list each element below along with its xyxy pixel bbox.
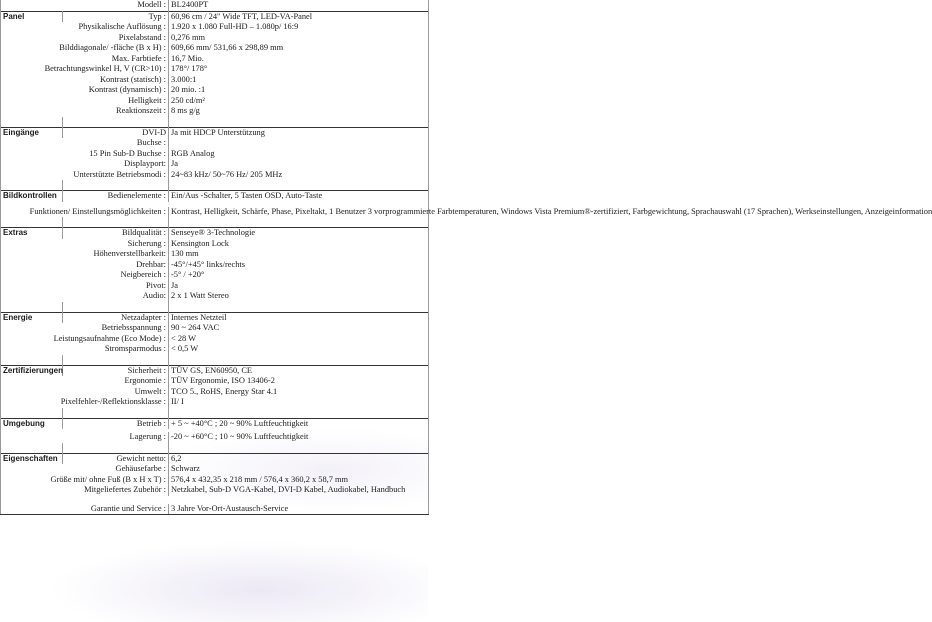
table-row — [1, 159, 429, 170]
table-row — [1, 11, 429, 22]
row-label: Umwelt : — [1, 387, 169, 398]
row-value: 0,276 mm — [169, 33, 429, 44]
row-label: Garantie und Service : — [1, 504, 169, 515]
table-row — [1, 127, 429, 138]
table-row — [1, 432, 429, 443]
table-row — [1, 22, 429, 33]
row-value: Schwarz — [169, 464, 429, 475]
table-row — [1, 43, 429, 54]
section-title-certs: Zertifizierungen — [1, 365, 63, 376]
row-label: Netzadapter : — [63, 312, 169, 323]
table-row — [1, 170, 429, 181]
table-row — [1, 418, 429, 429]
section-title-extras: Extras — [1, 228, 63, 239]
table-row — [1, 387, 429, 398]
table-row — [1, 504, 429, 515]
spacer-row — [1, 180, 429, 191]
row-label: Pixelabstand : — [1, 33, 169, 44]
row-value: Ein/Aus -Schalter, 5 Tasten OSD, Auto-Taste — [169, 191, 429, 202]
row-value: + 5 ~ +40°C ; 20 ~ 90% Luftfeuchtigkeit — [169, 418, 429, 429]
row-value: 2 x 1 Watt Stereo — [169, 291, 429, 302]
table-row — [1, 64, 429, 75]
row-value: < 28 W — [169, 334, 429, 345]
table-row — [1, 85, 429, 96]
row-label: Buchse : — [1, 138, 169, 149]
table-row — [1, 323, 429, 334]
row-value: TCO 5., RoHS, Energy Star 4.1 — [169, 387, 429, 398]
row-value: Ja mit HDCP Unterstützung — [169, 127, 429, 138]
row-label: DVI-D — [63, 127, 169, 138]
row-label: Größe mit/ ohne Fuß (B x H x T) : — [1, 475, 169, 486]
table-row — [1, 96, 429, 107]
row-value: TÜV GS, EN60950, CE — [169, 365, 429, 376]
row-value: Kontrast, Helligkeit, Schärfe, Phase, Pixeltakt, 1 Benutzer 3 vorprogrammierte Farbtemperaturen, Windows Vista Premium®-zertifiziert, Farbgewichtung, Sprachauswahl (17 Sprachen), Werkseinstellungen, Anzeigeinformation — [169, 207, 429, 218]
row-value: 1.920 x 1.080 Full-HD – 1.080p/ 16:9 — [169, 22, 429, 33]
row-label: 15 Pin Sub-D Buchse : — [1, 149, 169, 160]
spacer-row — [1, 443, 429, 454]
spacer-row — [1, 117, 429, 128]
row-label: Stromsparmodus : — [1, 344, 169, 355]
row-label: Lagerung : — [1, 432, 169, 443]
row-value: 130 mm — [169, 249, 429, 260]
row-value: 20 mio. :1 — [169, 85, 429, 96]
section-title-inputs: Eingänge — [1, 127, 63, 138]
row-value: Netzkabel, Sub-D VGA-Kabel, DVI-D Kabel, Audiokabel, Handbuch — [169, 485, 429, 496]
row-value: II/ I — [169, 397, 429, 408]
row-value: Ja — [169, 281, 429, 292]
row-label: Drehbar: — [1, 260, 169, 271]
row-label: Kontrast (dynamisch) : — [1, 85, 169, 96]
table-row — [1, 397, 429, 408]
table-row — [1, 191, 429, 202]
table-row — [1, 75, 429, 86]
row-label: Ergonomie : — [1, 376, 169, 387]
table-row — [1, 106, 429, 117]
table-row — [1, 138, 429, 149]
row-value: 178°/ 178° — [169, 64, 429, 75]
row-label: Betrieb : — [63, 418, 169, 429]
row-value: -45°/+45° links/rechts — [169, 260, 429, 271]
row-value: 24~83 kHz/ 50~76 Hz/ 205 MHz — [169, 170, 429, 181]
spacer-row — [1, 217, 429, 228]
row-label: Typ : — [63, 11, 169, 22]
row-label: Physikalische Auflösung : — [1, 22, 169, 33]
row-value — [169, 138, 429, 149]
table-row — [1, 496, 429, 504]
table-row — [1, 33, 429, 44]
row-label: Helligkeit : — [1, 96, 169, 107]
table-row — [1, 312, 429, 323]
model-value: BL2400PT — [169, 0, 429, 11]
section-title-panel: Panel — [1, 11, 63, 22]
row-value: 576,4 x 432,35 x 218 mm / 576,4 x 360,2 x 58,7 mm — [169, 475, 429, 486]
row-label: Reaktionszeit : — [1, 106, 169, 117]
row-value: -20 ~ +60°C ; 10 ~ 90% Luftfeuchtigkeit — [169, 432, 429, 443]
row-value: Kensington Lock — [169, 239, 429, 250]
row-label: Höhenverstellbarkeit: — [1, 249, 169, 260]
spacer-row — [1, 355, 429, 366]
model-label: Modell : — [1, 0, 169, 11]
row-label: Betrachtungswinkel H, V (CR>10) : — [1, 64, 169, 75]
table-row — [1, 54, 429, 65]
table-row — [1, 464, 429, 475]
row-value: -5° / +20° — [169, 270, 429, 281]
table-row — [1, 376, 429, 387]
row-value: Internes Netzteil — [169, 312, 429, 323]
table-row — [1, 260, 429, 271]
row-label: Mitgeliefertes Zubehör : — [1, 485, 169, 496]
table-row — [1, 475, 429, 486]
row-label: Audio: — [1, 291, 169, 302]
section-title-properties: Eigenschaften — [1, 453, 63, 464]
row-value: 609,66 mm/ 531,66 x 298,89 mm — [169, 43, 429, 54]
table-row — [1, 334, 429, 345]
row-value: 16,7 Mio. — [169, 54, 429, 65]
row-label: Pixelfehler-/Reflektionsklasse : — [1, 397, 169, 408]
table-row — [1, 149, 429, 160]
row-label: Displayport: — [1, 159, 169, 170]
row-value: 8 ms g/g — [169, 106, 429, 117]
section-title-controls: Bildkontrollen — [1, 191, 63, 202]
model-row — [1, 0, 429, 11]
row-label: Max. Farbtiefe : — [1, 54, 169, 65]
row-label: Bildqualität : — [63, 228, 169, 239]
row-label: Betriebsspannung : — [1, 323, 169, 334]
section-title-environment: Umgebung — [1, 418, 63, 429]
row-value: < 0,5 W — [169, 344, 429, 355]
table-row — [1, 270, 429, 281]
row-value: 250 cd/m² — [169, 96, 429, 107]
row-label: Pivot: — [1, 281, 169, 292]
row-label: Kontrast (statisch) : — [1, 75, 169, 86]
row-value: Senseye® 3-Technologie — [169, 228, 429, 239]
row-label: Funktionen/ Einstellungsmöglichkeiten : — [1, 207, 169, 218]
row-value: 3 Jahre Vor-Ort-Austausch-Service — [169, 504, 429, 515]
table-row — [1, 239, 429, 250]
table-row — [1, 453, 429, 464]
table-row — [1, 291, 429, 302]
table-row — [1, 365, 429, 376]
row-label: Neigbereich : — [1, 270, 169, 281]
table-row — [1, 228, 429, 239]
row-label: Unterstützte Betriebsmodi : — [1, 170, 169, 181]
row-label: Bilddiagonale/ -fläche (B x H) : — [1, 43, 169, 54]
table-row — [1, 281, 429, 292]
section-title-energy: Energie — [1, 312, 63, 323]
row-value: 60,96 cm / 24" Wide TFT, LED-VA-Panel — [169, 11, 429, 22]
row-value: TÜV Ergonomie, ISO 13406-2 — [169, 376, 429, 387]
row-label: Sicherung : — [1, 239, 169, 250]
table-row — [1, 485, 429, 496]
row-label: Gehäusefarbe : — [1, 464, 169, 475]
row-label: Gewicht netto: — [63, 453, 169, 464]
row-label: Bedienelemente : — [63, 191, 169, 202]
spacer-row — [1, 408, 429, 419]
table-row — [1, 249, 429, 260]
row-value: Ja — [169, 159, 429, 170]
row-label: Sicherheit : — [63, 365, 169, 376]
table-row — [1, 344, 429, 355]
row-value: 6,2 — [169, 453, 429, 464]
row-value: RGB Analog — [169, 149, 429, 160]
row-value: 3.000:1 — [169, 75, 429, 86]
spacer-row — [1, 302, 429, 313]
row-label: Leistungsaufnahme (Eco Mode) : — [1, 334, 169, 345]
row-value: 90 ~ 264 VAC — [169, 323, 429, 334]
table-row — [1, 207, 429, 218]
